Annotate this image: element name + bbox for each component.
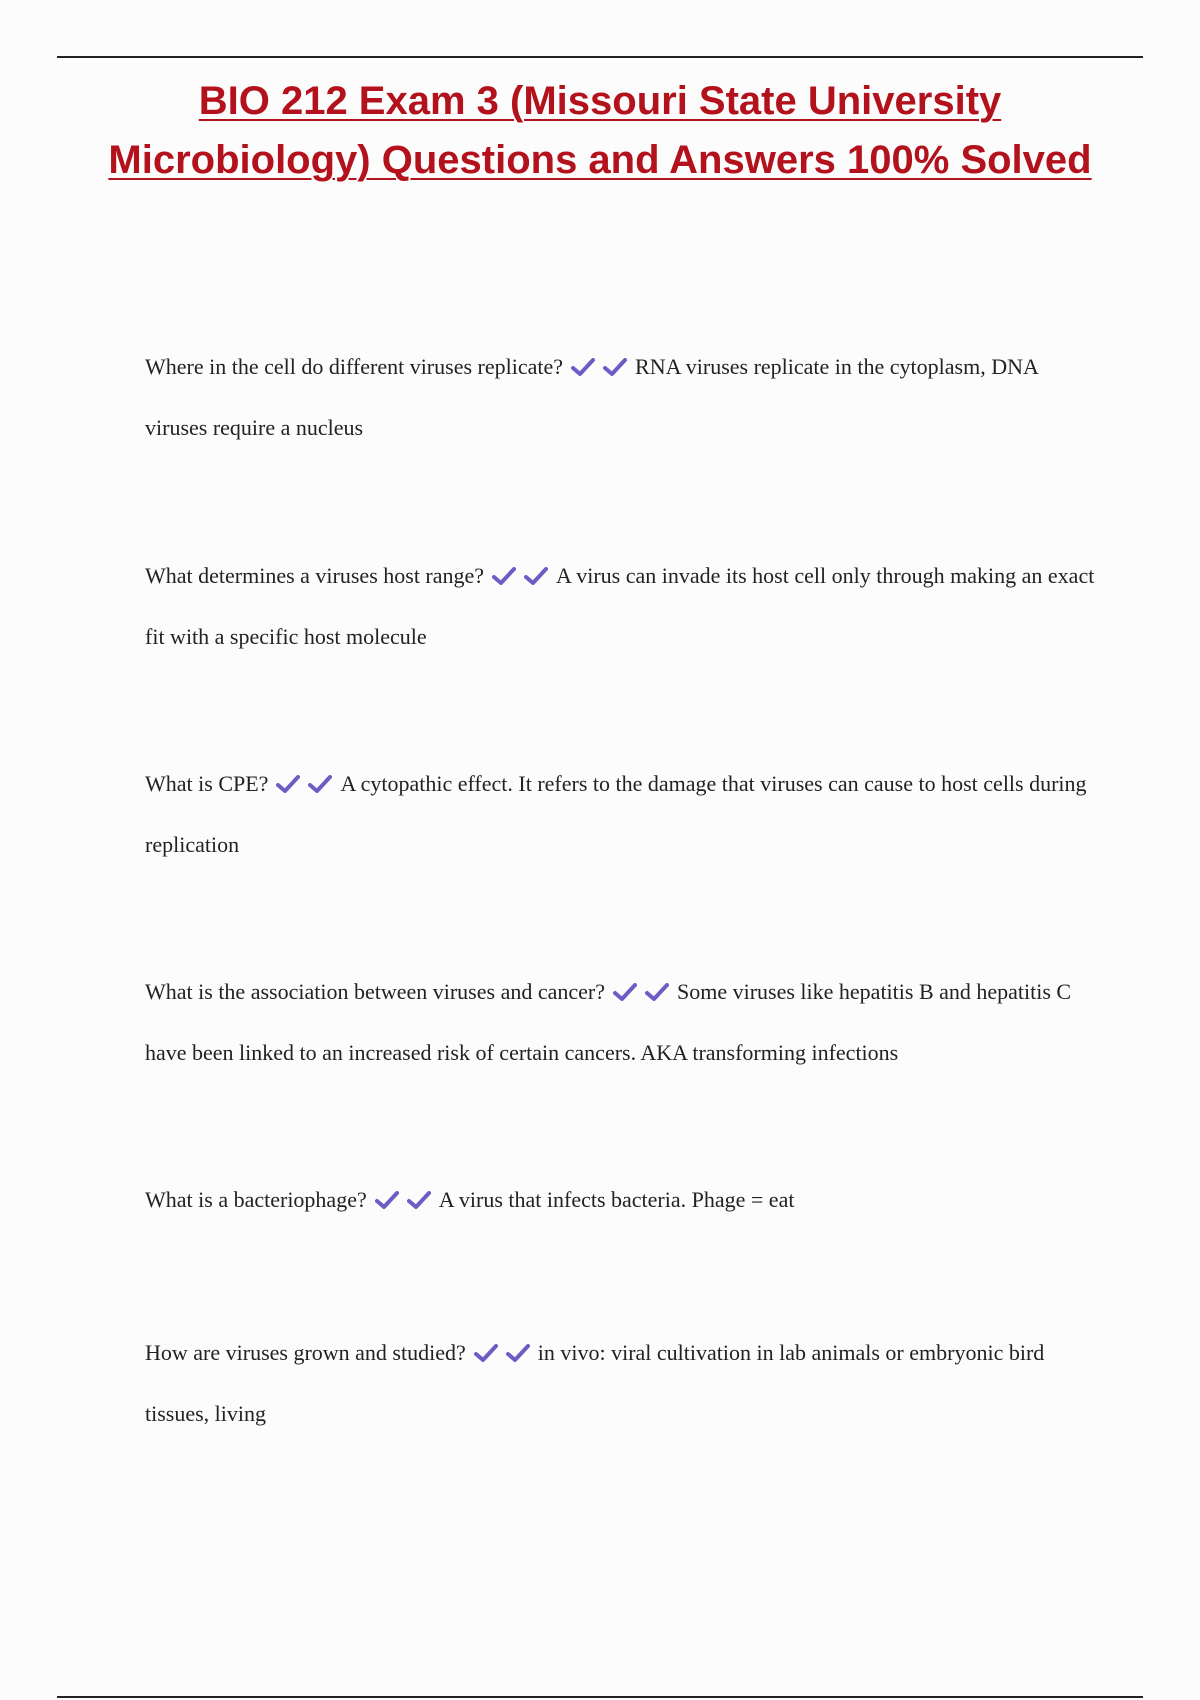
check-icon bbox=[603, 357, 627, 377]
check-icon bbox=[571, 357, 595, 377]
answer-text: A cytopathic effect. It refers to the damage that viruses can cause to host cells during replication bbox=[145, 771, 1087, 857]
check-icon bbox=[524, 566, 548, 586]
check-icon bbox=[645, 982, 669, 1002]
bottom-rule bbox=[57, 1696, 1143, 1698]
qa-item bbox=[145, 753, 1095, 875]
top-rule bbox=[57, 56, 1143, 58]
answer-text: in vivo: viral cultivation in lab animals or embryonic bird tissues, living bbox=[145, 1340, 1045, 1426]
question-text: What determines a viruses host range? bbox=[145, 563, 485, 588]
qa-item bbox=[145, 336, 1095, 458]
check-icon bbox=[492, 566, 516, 586]
question-text: How are viruses grown and studied? bbox=[145, 1340, 466, 1365]
qa-item bbox=[145, 961, 1095, 1083]
answer-text: Some viruses like hepatitis B and hepatitis C have been linked to an increased risk of certain cancers. AKA transforming infections bbox=[145, 979, 1072, 1065]
check-icon bbox=[613, 982, 637, 1002]
document-title bbox=[100, 72, 1100, 190]
check-icon bbox=[474, 1343, 498, 1363]
answer-text: A virus that infects bacteria. Phage = eat bbox=[438, 1187, 795, 1212]
qa-item bbox=[145, 1322, 1095, 1444]
answer-text: RNA viruses replicate in the cytoplasm, DNA viruses require a nucleus bbox=[145, 354, 1038, 440]
check-icon bbox=[276, 774, 300, 794]
qa-item bbox=[145, 1169, 1095, 1230]
question-text: What is the association between viruses and cancer? bbox=[145, 979, 605, 1004]
check-icon bbox=[308, 774, 332, 794]
question-text: What is a bacteriophage? bbox=[145, 1187, 367, 1212]
check-icon bbox=[407, 1190, 431, 1210]
question-text: What is CPE? bbox=[145, 771, 269, 796]
check-icon bbox=[506, 1343, 530, 1363]
document-title-text: BIO 212 Exam 3 (Missouri State University Microbiology) Questions and Answers 100% Solved bbox=[108, 79, 1092, 182]
check-icon bbox=[375, 1190, 399, 1210]
answer-text: A virus can invade its host cell only through making an exact fit with a specific host molecule bbox=[145, 563, 1095, 649]
qa-item bbox=[145, 545, 1095, 667]
question-text: Where in the cell do different viruses replicate? bbox=[145, 354, 564, 379]
